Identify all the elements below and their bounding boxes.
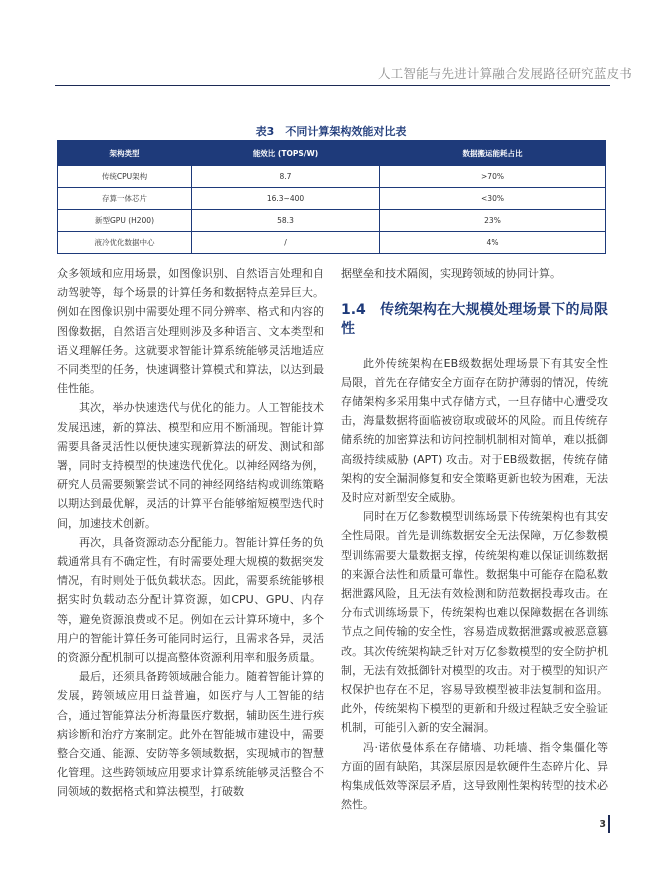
column-header: 能效比 (TOPS/W)	[192, 141, 380, 166]
page-number-bar	[608, 815, 610, 833]
right-text-column	[341, 264, 608, 814]
left-text-column	[57, 264, 324, 802]
table-cell: 液冷优化数据中心	[58, 232, 192, 254]
section-heading	[341, 301, 608, 339]
table-cell: 4%	[380, 232, 606, 254]
section-title: 传统架构在大规模处理场景下的局限性	[341, 302, 608, 338]
table-row	[58, 232, 606, 254]
table-cell: 传统CPU架构	[58, 166, 192, 188]
section-number: 1.4	[341, 302, 366, 319]
body-paragraph: 冯·诺依曼体系在存储墙、功耗墙、指令集僵化等方面的固有缺陷，其深层原因是软硬件生态碎片化、异构集成低效等深层矛盾，这导致刚性架构转型的技术必然性。	[341, 740, 608, 812]
column-header: 架构类型	[58, 141, 192, 166]
table-cell: 16.3~400	[192, 188, 380, 210]
table-header-row	[58, 141, 606, 166]
table-row	[58, 188, 606, 210]
body-paragraph: 再次，具备资源动态分配能力。智能计算任务的负载通常具有不确定性，有时需要处理大规模的数据突发情况，有时则处于低负载状态。因此，需要系统能够根据实时负载动态分配计算资源，如CPU、GPU、内存等，避免资源浪费或不足。例如在云计算环境中，多个用户的智能计算任务可能同时运行，且需求各异，灵活的资源分配机制可以提高整体资源利用率和服务质量。	[57, 535, 324, 665]
table-cell: 存算一体芯片	[58, 188, 192, 210]
table-cell: 8.7	[192, 166, 380, 188]
header-divider	[55, 85, 610, 86]
body-paragraph: 最后，还须具备跨领域融合能力。随着智能计算的发展，跨领域应用日益普遍，如医疗与人工智能的结合，通过智能算法分析海量医疗数据，辅助医生进行疾病诊断和治疗方案制定。此外在智能城市建设中，需要整合交通、能源、安防等多领域数据，实现城市的智慧化管理。这些跨领域应用要求计算系统能够灵活整合不同领域的数据格式和算法模型，打破数	[57, 670, 324, 799]
running-header-title: 人工智能与先进计算融合发展路径研究蓝皮书	[377, 66, 632, 81]
table-cell: 58.3	[192, 210, 380, 232]
table-cell: >70%	[380, 166, 606, 188]
column-header: 数据搬运能耗占比	[380, 141, 606, 166]
body-paragraph: 众多领域和应用场景，如图像识别、自然语言处理和自动驾驶等，每个场景的计算任务和数据特点差异巨大。例如在图像识别中需要处理不同分辨率、格式和内容的图像数据，自然语言处理则涉及多种语言、文本类型和语义理解任务。这就要求智能计算系统能够灵活地适应不同类型的任务，快速调整计算模式和算法，以达到最佳性能。	[57, 267, 324, 396]
body-paragraph: 此外传统架构在EB级数据处理场景下有其安全性局限，首先在存储安全方面存在防护薄弱的情况，传统存储架构多采用集中式存储方式，一旦存储中心遭受攻击，海量数据将面临被窃取或破坏的风险。而且传统存储系统的加密算法和访问控制机制相对简单，难以抵御高级持续威胁 (APT) 攻击。对于EB级数据，传统存储架构的安全漏洞修复和安全策略更新也较为困难，无法及时应对新型安全威胁。	[341, 356, 608, 505]
comparison-table	[57, 140, 606, 254]
page-number: 3	[599, 819, 606, 830]
table-cell: 23%	[380, 210, 606, 232]
table-cell: /	[192, 232, 380, 254]
table-cell: 新型GPU (H200)	[58, 210, 192, 232]
body-paragraph: 同时在万亿参数模型训练场景下传统架构也有其安全性局限。首先是训练数据安全无法保障，万亿参数模型训练需要大量数据支撑，传统架构难以保证训练数据的来源合法性和质量可靠性。数据集中可能存在隐私数据泄露风险，且无法有效检测和防范数据投毒攻击。在分布式训练场景下，传统架构也难以保障数据在各训练节点之间传输的安全性，容易造成数据泄露或被恶意篡改。其次传统架构缺乏针对万亿参数模型的安全防护机制，无法有效抵御针对模型的攻击。对于模型的知识产权保护也存在不足，容易导致模型被非法复制和盗用。此外，传统架构下模型的更新和升级过程缺乏安全验证机制，可能引入新的安全漏洞。	[341, 510, 608, 735]
body-paragraph: 据壁垒和技术隔阂，实现跨领域的协同计算。	[341, 267, 561, 280]
body-paragraph: 其次，举办快速迭代与优化的能力。人工智能技术发展迅速，新的算法、模型和应用不断涌现。智能计算需要具备灵活性以便快速实现新算法的研发、测试和部署，同时支持模型的快速迭代优化。以神经网络为例，研究人员需要频繁尝试不同的神经网络结构或训练策略以期达到最优解，灵活的计算平台能够缩短模型迭代时间，加速技术创新。	[57, 401, 324, 530]
table-row	[58, 166, 606, 188]
table-row	[58, 210, 606, 232]
table-cell: <30%	[380, 188, 606, 210]
table-caption: 表3 不同计算架构效能对比表	[255, 125, 407, 138]
